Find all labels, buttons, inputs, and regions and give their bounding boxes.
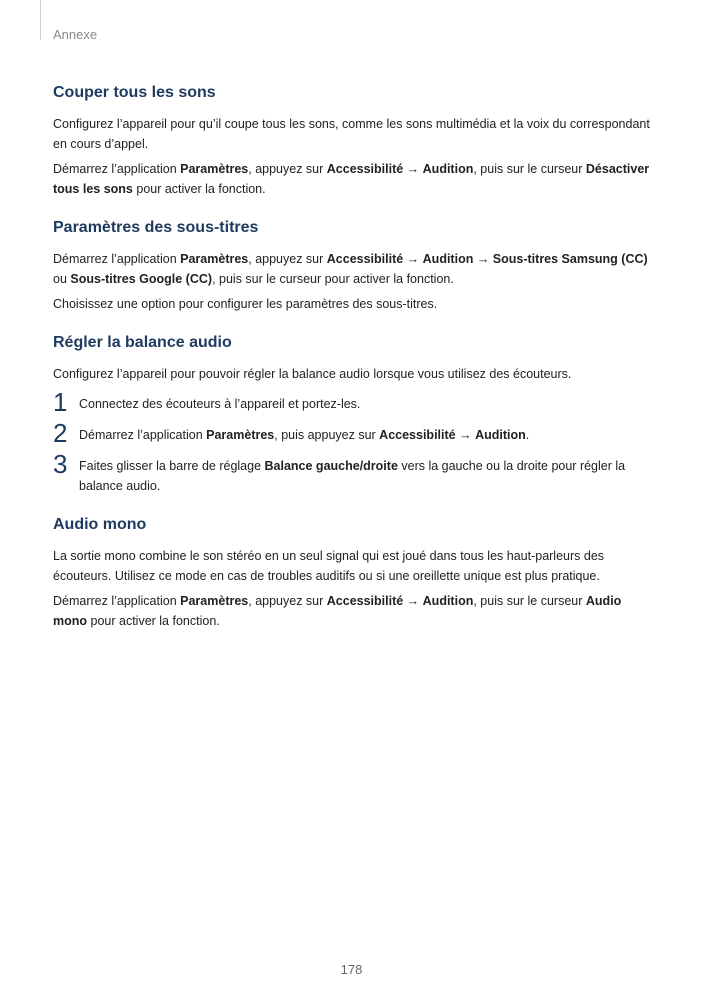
section-title: Régler la balance audio [53,334,232,351]
paragraph: Démarrez l’application Paramètres, appuyez sur Accessibilité → Audition, puis sur le curseur Audio mono pour activer la fonction. [53,594,622,628]
step-number: 1 [53,387,68,417]
step-text: Faites glisser la barre de réglage Balance gauche/droite vers la gauche ou la droite pour régler la balance audio. [79,459,626,493]
header-label: Annexe [53,27,98,42]
header-rule [40,0,41,40]
section-title: Paramètres des sous-titres [53,219,259,236]
paragraph: Configurez l’appareil pour qu’il coupe tous les sons, comme les sons multimédia et la voix du correspondant en cours d’appel. [53,117,650,151]
section-audio-balance [53,332,653,496]
step-item [53,387,653,417]
section-audio-mono [53,514,653,631]
step-number: 3 [53,449,68,479]
paragraph: Configurez l’appareil pour pouvoir régler la balance audio lorsque vous utilisez des écouteurs. [53,367,572,381]
page-content [53,82,653,649]
step-text: Démarrez l’application Paramètres, puis appuyez sur Accessibilité → Audition. [79,428,530,442]
section-title: Audio mono [53,516,147,533]
step-text: Connectez des écouteurs à l’appareil et portez-les. [79,397,361,411]
paragraph: Démarrez l’application Paramètres, appuyez sur Accessibilité → Audition → Sous-titres Samsung (CC) ou Sous-titres Google (CC), puis sur le curseur pour activer la fonction. [53,252,648,286]
step-number: 2 [53,418,68,448]
section-subtitles [53,217,653,314]
paragraph: La sortie mono combine le son stéréo en un seul signal qui est joué dans tous les haut-parleurs des écouteurs. Utilisez ce mode en cas de troubles auditifs ou si une oreillette unique est plus pratique. [53,549,605,583]
section-title: Couper tous les sons [53,84,216,101]
paragraph: Choisissez une option pour configurer les paramètres des sous-titres. [53,297,438,311]
paragraph: Démarrez l’application Paramètres, appuyez sur Accessibilité → Audition, puis sur le curseur Désactiver tous les sons pour activer la fonction. [53,162,650,196]
step-item [53,418,653,448]
page-number: 178 [340,962,363,977]
section-mute-all [53,82,653,199]
step-item [53,449,653,496]
